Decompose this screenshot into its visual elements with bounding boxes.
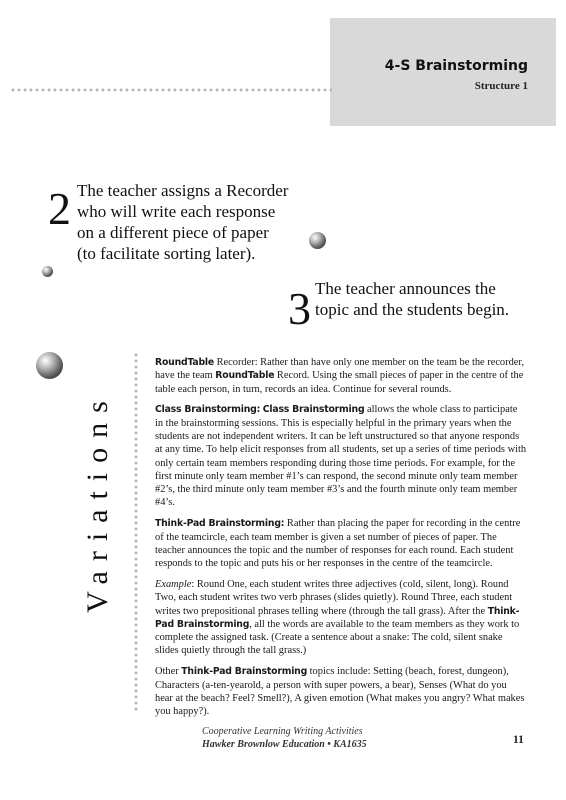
variation-term: RoundTable [155, 357, 215, 368]
variation-example: Example: Round One, each student writes three adjectives (cold, silent, long). Round Two, each student writes two verb phrases (slides quietly). Round Three, each student writes two prepositional phrases telling where (through the tall grass). After the Think-Pad Brainstorming, all the words are available to the team members as they work to complete the assigned task. (Create a sentence about a snake: The cold, silent snake slides quietly through the tall grass.) [155, 578, 520, 657]
step-2 [48, 180, 318, 264]
sphere-icon [309, 232, 326, 249]
step-3 [288, 278, 538, 334]
variations-list [155, 356, 527, 726]
step-text [315, 278, 538, 320]
dotted-divider [10, 88, 332, 92]
step-number: 3 [288, 283, 311, 334]
variation-think-pad: Think-Pad Brainstorming: Rather than placing the paper for recording in the centre of the teamcircle, each team member is given a set number of pieces of paper. The teacher announces the topic and the number of responses for each round. Each student responds to the topic and puts his or her responses in the centre of the teamcircle. [155, 518, 521, 570]
variation-term: Think-Pad Brainstorming: [155, 518, 285, 530]
step-line: The teacher announces the [315, 279, 496, 298]
page-subtitle: Structure 1 [474, 80, 528, 92]
step-line: (to facilitate sorting later). [77, 244, 256, 263]
footer [202, 726, 367, 751]
variation-class-brainstorming: Class Brainstorming: Class Brainstorming allows the whole class to participate in the brainstorming sessions. This is especially helpful in the primary years when the students are not independent writers. It can be left unstructured so that anyone responds at any time. To help elicit responses from all students, set up a series of time periods with only certain team members responding during those time periods. For example, for the first minute only team member #1’s can respond, the second minute only team member #2’s, the third minute only team member #3’s and the fourth minute only team member #4’s. [155, 404, 527, 509]
step-line: The teacher assigns a Recorder [77, 181, 289, 200]
page-number: 11 [513, 734, 524, 746]
footer-book-title: Cooperative Learning Writing Activities [202, 726, 363, 737]
variation-term: Class Brainstorming: [155, 404, 261, 416]
step-line: who will write each response [77, 202, 276, 221]
variation-other-topics: Other Think-Pad Brainstorming topics include: Setting (beach, forest, dungeon), Characters (a-ten-yearold, a person with super powers, a bear), Senses (What do you hear at the beach? Feel? Smell?), A given emotion (What makes you angry? What makes you happy?). [155, 666, 525, 718]
variation-roundtable: RoundTable Recorder: Rather than have only one member on the team be the recorder, have the team RoundTable Record. Using the small pieces of paper in the centre of the table each person, in turn, records an idea. Continue for several rounds. [155, 357, 525, 395]
sphere-icon [42, 266, 53, 277]
step-text [77, 180, 318, 264]
sphere-icon [36, 352, 63, 379]
step-line: topic and the students begin. [315, 300, 510, 319]
step-line: on a different piece of paper [77, 223, 269, 242]
variations-heading: Variations [81, 391, 114, 613]
example-label: Example [155, 578, 192, 590]
header-box [330, 18, 556, 126]
step-number: 2 [48, 183, 71, 234]
vertical-dotted-divider [134, 352, 138, 712]
page-title: 4-S Brainstorming [384, 58, 528, 74]
footer-publisher: Hawker Brownlow Education • KA1635 [202, 738, 367, 750]
